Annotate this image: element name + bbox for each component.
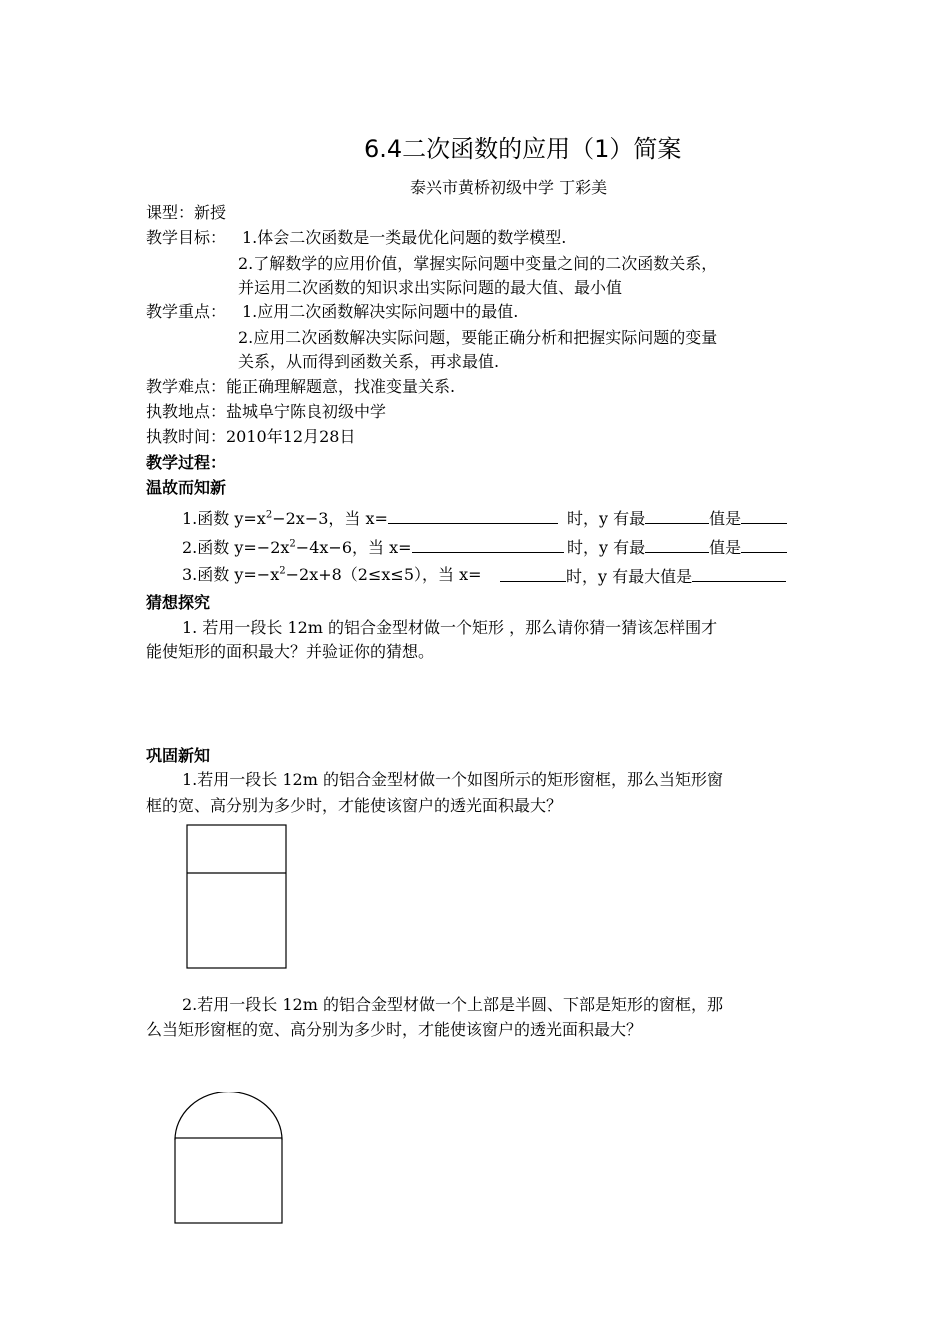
q1-value-blank[interactable] [741, 505, 787, 524]
goal-1: 1.体会二次函数是一类最优化问题的数学模型. [242, 228, 567, 247]
q3-value-blank[interactable] [692, 563, 786, 582]
guess-q1b: 能使矩形的面积最大？并验证你的猜想。 [146, 642, 435, 661]
review-heading: 温故而知新 [146, 478, 227, 497]
goal-2a: 2.了解数学的应用价值，掌握实际问题中变量之间的二次函数关系， [238, 254, 718, 273]
review-q3 [182, 563, 482, 587]
author-line: 泰兴市黄桥初级中学 丁彩美 [410, 178, 608, 197]
q2-text-a: 2.函数 y=−2x [182, 538, 290, 557]
key-2a: 2.应用二次函数解决实际问题，要能正确分析和把握实际问题的变量 [238, 328, 718, 347]
rectangle-window-figure [186, 824, 288, 970]
page-title: 6.4二次函数的应用（1）简案 [364, 135, 682, 163]
q1-when: 时，y 有最 [567, 509, 646, 528]
consolidate-q2b: 么当矩形窗框的宽、高分别为多少时，才能使该窗户的透光面积最大？ [146, 1020, 643, 1039]
q2-extreme-blank[interactable] [645, 534, 709, 553]
review-q2-tail [567, 534, 787, 560]
q1-text-a: 1.函数 y=x [182, 509, 266, 528]
key-label: 教学重点： [146, 302, 227, 321]
course-type: 课型：新授 [146, 203, 227, 222]
q2-value-blank[interactable] [741, 534, 787, 553]
key-2b: 关系，从而得到函数关系，再求最值. [238, 352, 500, 371]
q1-extreme-blank[interactable] [645, 505, 709, 524]
q3-when: 时，y 有最大值是 [566, 567, 693, 586]
q1-value-is: 值是 [709, 509, 742, 528]
key-1: 1.应用二次函数解决实际问题中的最值. [242, 302, 519, 321]
q3-text-b: −2x+8（2≤x≤5），当 x= [285, 565, 482, 584]
q2-value-is: 值是 [709, 538, 742, 557]
process-heading: 教学过程： [146, 453, 227, 472]
review-q3-tail [500, 563, 786, 589]
place: 执教地点：盐城阜宁陈良初级中学 [146, 402, 387, 421]
consolidate-q2a: 2.若用一段长 12m 的铝合金型材做一个上部是半圆、下部是矩形的窗框，那 [182, 995, 723, 1014]
q3-x-blank[interactable] [500, 563, 566, 582]
q2-text-b: −4x−6，当 x= [295, 538, 412, 557]
q2-x-blank[interactable] [412, 534, 564, 553]
q3-exponent: 2 [279, 565, 286, 577]
q2-when: 时，y 有最 [567, 538, 646, 557]
consolidate-q1b: 框的宽、高分别为多少时，才能使该窗户的透光面积最大？ [146, 796, 563, 815]
time: 执教时间：2010年12月28日 [146, 427, 356, 446]
norman-window-figure [172, 1092, 286, 1226]
rectangle-bottom [175, 1138, 282, 1223]
consolidate-q1a: 1.若用一段长 12m 的铝合金型材做一个如图所示的矩形窗框，那么当矩形窗 [182, 770, 723, 789]
q2-exponent: 2 [289, 538, 296, 550]
review-q1-tail [567, 505, 787, 531]
q1-x-blank[interactable] [388, 505, 558, 524]
q3-text-a: 3.函数 y=−x [182, 565, 280, 584]
q1-text-b: −2x−3，当 x= [272, 509, 388, 528]
review-q2 [182, 534, 564, 560]
guess-q1a: 1. 若用一段长 12m 的铝合金型材做一个矩形 ，那么请你猜一猜该怎样围才 [182, 618, 718, 637]
consolidate-heading: 巩固新知 [146, 746, 211, 765]
q1-exponent: 2 [265, 509, 273, 521]
semicircle-top [175, 1092, 282, 1140]
goals-label: 教学目标： [146, 228, 227, 247]
goal-2b: 并运用二次函数的知识求出实际问题的最大值、最小值 [238, 278, 623, 297]
review-q1 [182, 505, 558, 531]
difficulty: 教学难点：能正确理解题意，找准变量关系. [146, 377, 456, 396]
window-frame [187, 825, 286, 968]
guess-heading: 猜想探究 [146, 593, 211, 612]
